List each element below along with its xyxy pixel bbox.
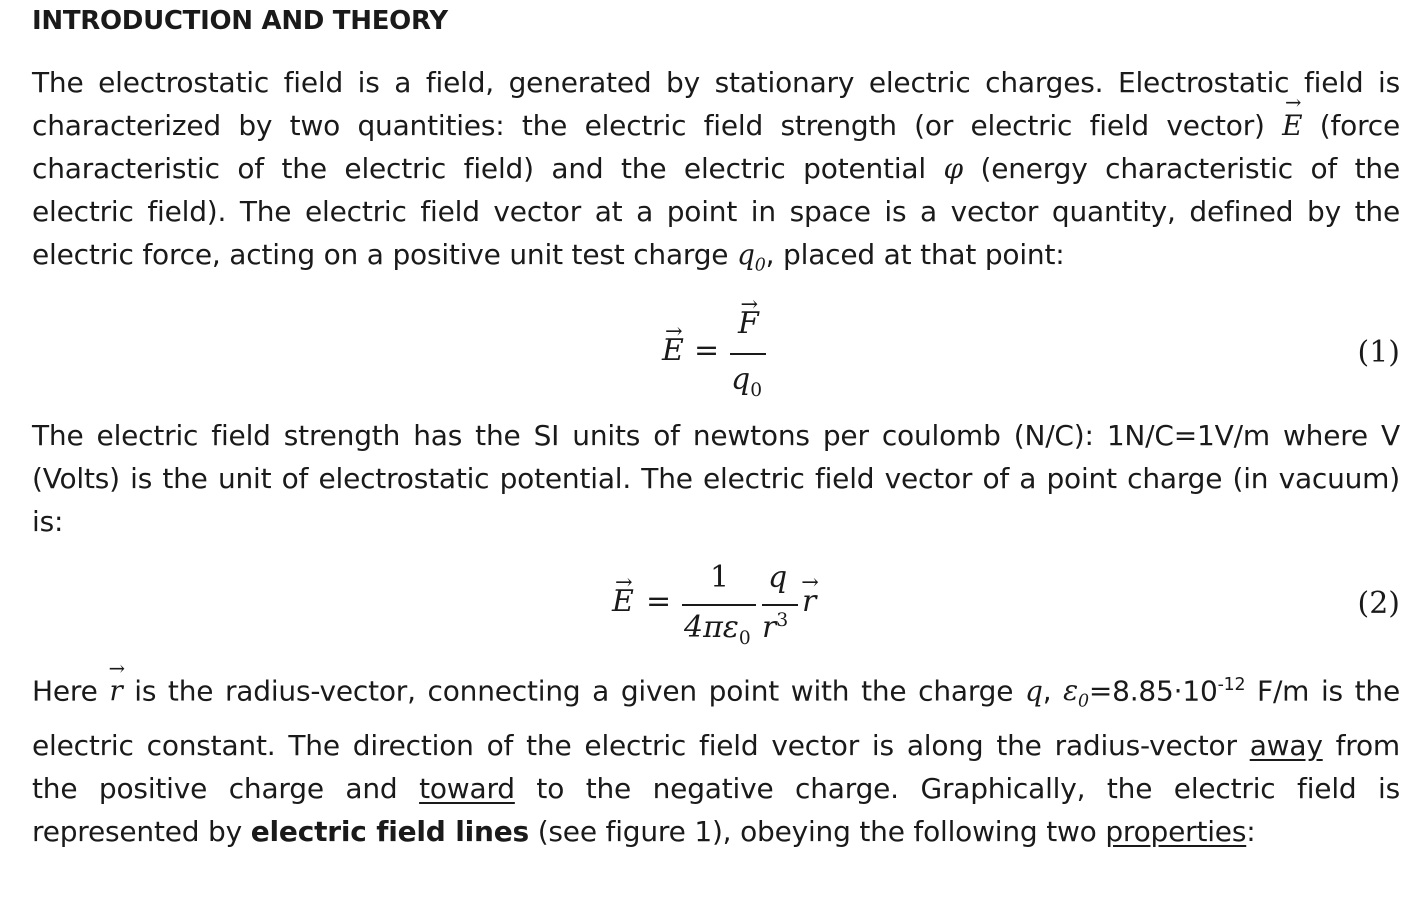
para1-line1: The electrostatic field is a field, generated by stationary electric charges. Electrostatic field is — [32, 66, 1400, 99]
eq2-fraction-bar-2 — [762, 604, 798, 606]
section-heading: INTRODUCTION AND THEORY — [32, 6, 448, 36]
para1-line5: electric force, acting on a positive unit test charge $q_0$, placed at that point: — [32, 238, 1065, 276]
vector-E-symbol: → E — [1282, 104, 1302, 147]
eq1-numerator-F: → F — [738, 306, 759, 341]
eq1-equals: = — [694, 333, 720, 368]
para2-line2: (Volts) is the unit of electrostatic potential. The electric field vector of a point charge (in vacuum) — [32, 462, 1400, 495]
para3-line1: Here → r is the radius-vector, connecting a given point with the charge q, $\varepsilon_0=8.85\cdot 10^{-12}$ F/m is the — [32, 664, 1400, 724]
paragraph-intro — [32, 61, 1400, 288]
underlined-away: away — [1249, 728, 1323, 762]
eq1-number: (1) — [1357, 335, 1400, 370]
para1-line3: characteristic of the electric field) and the electric potential φ (energy characteristic of the — [32, 152, 1400, 185]
paragraph-units — [32, 414, 1400, 543]
eq1-fraction-bar — [730, 353, 766, 355]
eq2-den1: $4\pi\varepsilon_0$ — [684, 610, 751, 649]
para3-line3: the positive charge and toward to the negative charge. Graphically, the electric field is — [32, 771, 1401, 805]
paragraph-radius-vector — [32, 664, 1400, 853]
charge-q-symbol: q — [1024, 674, 1043, 708]
eq2-fraction-bar-1 — [682, 604, 756, 606]
underlined-properties: properties — [1105, 814, 1247, 848]
para2-line3: is: — [32, 505, 64, 538]
eq2-lhs-E: → E — [612, 584, 634, 619]
para3-line2: electric constant. The direction of the electric field vector is along the radius-vector away from — [32, 728, 1401, 762]
eq2-number: (2) — [1357, 586, 1400, 621]
para1-line2: characterized by two quantities: the electric field strength (or electric field vector) → E (force — [32, 104, 1400, 147]
eq2-den2: $r^3$ — [762, 610, 789, 645]
eq2-num2: q — [768, 560, 788, 595]
para3-line4: represented by electric field lines (see figure 1), obeying the following two properties: — [32, 814, 1256, 848]
phi-symbol: φ — [943, 152, 963, 185]
eq2-vector-r: → r — [802, 584, 816, 619]
eq1-lhs-E: → E — [662, 333, 684, 368]
para2-line1: The electric field strength has the SI units of newtons per coulomb (N/C): 1N/C=1V/m where V — [32, 419, 1400, 452]
vector-r-symbol: → r — [109, 669, 122, 712]
eq1-denominator: $q_0$ — [731, 362, 763, 401]
eq2-num1: 1 — [710, 560, 730, 595]
bold-electric-field-lines: electric field lines — [250, 814, 529, 848]
para1-line4: electric field). The electric field vector at a point in space is a vector quantity, defined by the — [32, 195, 1400, 228]
epsilon0-symbol: $\varepsilon_0$ — [1063, 674, 1089, 712]
underlined-toward: toward — [419, 771, 515, 805]
q0-symbol: $q_0$ — [737, 238, 766, 276]
eq2-equals: = — [646, 584, 672, 619]
